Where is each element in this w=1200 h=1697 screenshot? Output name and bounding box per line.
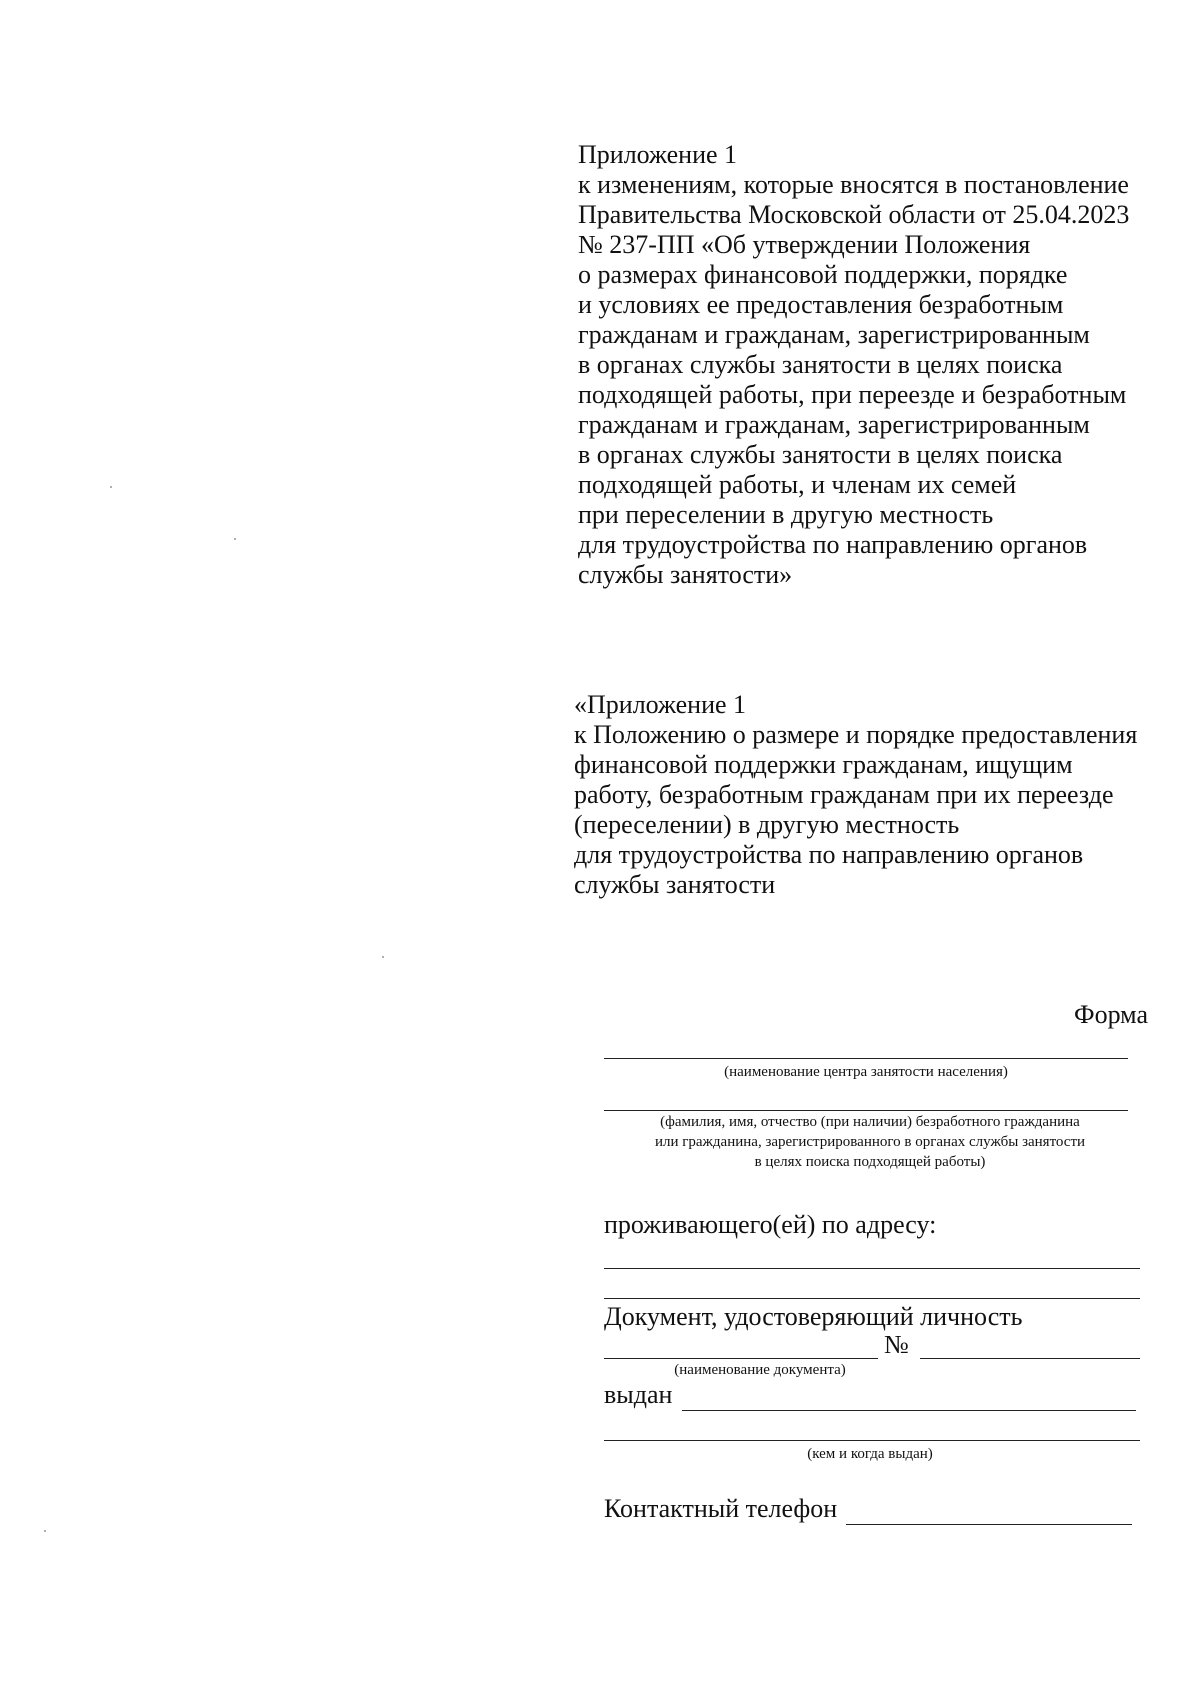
appendix-header-line: подходящей работы, и членам их семей xyxy=(578,470,1017,499)
appendix-header-line: и условиях ее предоставления безработным xyxy=(578,290,1064,319)
scan-speck xyxy=(234,538,236,540)
applicant-caption xyxy=(596,1112,1144,1172)
appendix-header-line: для трудоустройства по направлению органов xyxy=(578,530,1088,559)
appendix-header-line: при переселении в другую местность xyxy=(578,500,994,529)
applicant-caption-line: (фамилия, имя, отчество (при наличии) безработного гражданина xyxy=(660,1114,1080,1130)
form-label: Форма xyxy=(1074,1000,1148,1029)
appendix-header-line: службы занятости» xyxy=(578,560,793,589)
inner-appendix-line: работу, безработным гражданам при их переезде xyxy=(574,780,1114,809)
appendix-header-line: гражданам и гражданам, зарегистрированным xyxy=(578,320,1090,349)
address-field-line-1[interactable] xyxy=(604,1268,1140,1269)
appendix-header-line: Правительства Московской области от 25.04.2023 xyxy=(578,200,1130,229)
address-label: проживающего(ей) по адресу: xyxy=(604,1210,937,1239)
issued-label: выдан xyxy=(604,1380,673,1409)
inner-appendix-line: финансовой поддержки гражданам, ищущим xyxy=(574,750,1073,779)
applicant-name-field[interactable] xyxy=(604,1110,1128,1111)
employment-center-caption: (наименование центра занятости населения) xyxy=(724,1064,1008,1080)
appendix-header-line: в органах службы занятости в целях поиска xyxy=(578,350,1063,379)
appendix-header-line: в органах службы занятости в целях поиска xyxy=(578,440,1063,469)
inner-appendix-line: (переселении) в другую местность xyxy=(574,810,960,839)
inner-appendix-line: службы занятости xyxy=(574,870,776,899)
appendix-header-line: гражданам и гражданам, зарегистрированным xyxy=(578,410,1090,439)
document-number-field[interactable] xyxy=(920,1358,1140,1359)
id-document-label: Документ, удостоверяющий личность xyxy=(604,1302,1023,1331)
phone-field[interactable] xyxy=(846,1524,1132,1525)
issued-field-line-1[interactable] xyxy=(682,1410,1136,1411)
appendix-header xyxy=(578,140,1178,590)
applicant-caption-line: или гражданина, зарегистрированного в органах службы занятости xyxy=(654,1134,1086,1150)
address-field-line-2[interactable] xyxy=(604,1298,1140,1299)
appendix-header-line: подходящей работы, при переезде и безработным xyxy=(578,380,1127,409)
number-sign: № xyxy=(884,1330,909,1359)
document-name-caption: (наименование документа) xyxy=(674,1362,846,1378)
inner-appendix-line: «Приложение 1 xyxy=(574,690,747,719)
issued-field-line-2[interactable] xyxy=(604,1440,1140,1441)
employment-center-field[interactable] xyxy=(604,1058,1128,1059)
appendix-header-line: о размерах финансовой поддержки, порядке xyxy=(578,260,1068,289)
inner-appendix-line: для трудоустройства по направлению органов xyxy=(574,840,1084,869)
appendix-header-line: № 237-ПП «Об утверждении Положения xyxy=(578,230,1031,259)
document-name-field[interactable] xyxy=(604,1358,878,1359)
appendix-header-line: Приложение 1 xyxy=(578,140,738,169)
inner-appendix-line: к Положению о размере и порядке предоставления xyxy=(574,720,1138,749)
inner-appendix-header xyxy=(574,690,1174,900)
scan-speck xyxy=(44,1530,46,1532)
issued-by-caption: (кем и когда выдан) xyxy=(807,1446,933,1462)
scan-speck xyxy=(110,486,112,488)
scan-speck xyxy=(382,956,384,958)
applicant-caption-line: в целях поиска подходящей работы) xyxy=(754,1154,986,1170)
phone-label: Контактный телефон xyxy=(604,1494,838,1523)
appendix-header-line: к изменениям, которые вносятся в постановление xyxy=(578,170,1129,199)
